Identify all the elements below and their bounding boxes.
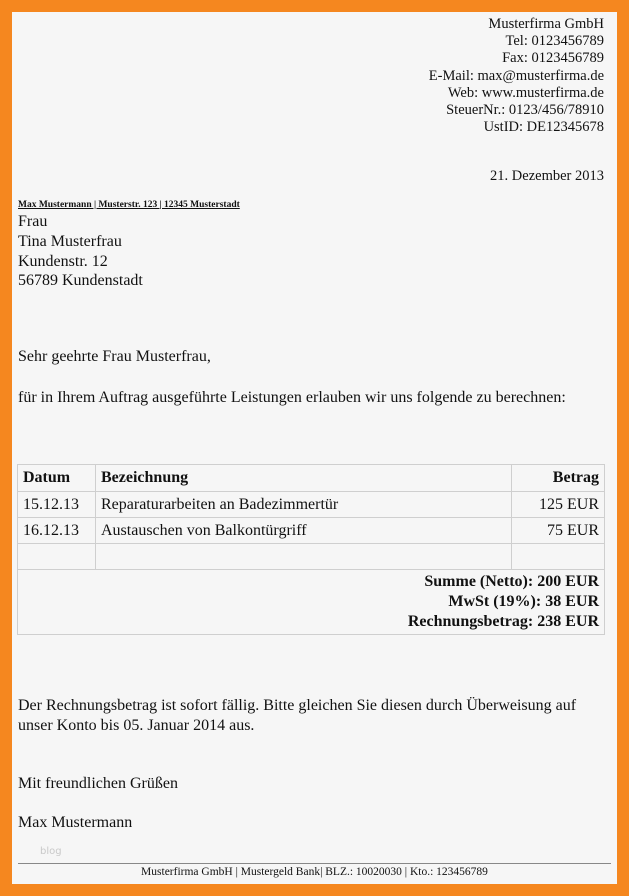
- row-amount: [512, 544, 605, 570]
- letter-page: [12, 12, 617, 884]
- return-address: Max Mustermann | Musterstr. 123 | 12345 Musterstadt: [18, 200, 240, 210]
- header-amount: Betrag: [512, 465, 605, 492]
- sender-block: [429, 16, 604, 136]
- invoice-table: [17, 464, 605, 635]
- greeting: Mit freundlichen Grüßen: [18, 775, 178, 792]
- watermark: blog: [40, 846, 62, 857]
- recipient-city: 56789 Kundenstadt: [18, 272, 143, 290]
- recipient-street: Kundenstr. 12: [18, 252, 108, 270]
- intro-text: für in Ihrem Auftrag ausgeführte Leistungen erlauben wir uns folgende zu berechnen:: [18, 389, 566, 406]
- table-row: [18, 492, 605, 518]
- header-description: Bezeichnung: [96, 465, 512, 492]
- row-date: 16.12.13: [18, 518, 96, 544]
- sender-web: Web: www.musterfirma.de: [447, 84, 604, 101]
- invoice-total: Rechnungsbetrag: 238 EUR: [407, 613, 599, 630]
- net-total: Summe (Netto): 200 EUR: [424, 573, 599, 590]
- row-date: [18, 544, 96, 570]
- sender-fax: Fax: 0123456789: [502, 50, 604, 67]
- sender-tax-number: SteuerNr.: 0123/456/78910: [446, 102, 604, 119]
- letter-date: 21. Dezember 2013: [490, 168, 604, 184]
- table-header-row: [18, 465, 605, 492]
- totals-cell: [18, 570, 605, 635]
- row-date: 15.12.13: [18, 492, 96, 518]
- sender-vat-id: UstID: DE12345678: [483, 119, 604, 136]
- row-amount: 75 EUR: [512, 518, 605, 544]
- row-amount: 125 EUR: [512, 492, 605, 518]
- row-description: Reparaturarbeiten an Badezimmertür: [96, 492, 512, 518]
- footer-divider: [18, 863, 611, 864]
- signature-name: Max Mustermann: [18, 814, 133, 831]
- recipient-block: [18, 212, 143, 291]
- salutation: Sehr geehrte Frau Musterfrau,: [18, 348, 211, 365]
- header-date: Datum: [18, 465, 96, 492]
- closing-text: Der Rechnungsbetrag ist sofort fällig. Bitte gleichen Sie diesen durch Überweisung auf unser Konto bis 05. Januar 2014 aus.: [18, 697, 577, 734]
- vat-total: MwSt (19%): 38 EUR: [448, 593, 599, 610]
- row-description: Austauschen von Balkontürgriff: [96, 518, 512, 544]
- table-row: [18, 518, 605, 544]
- sender-phone: Tel: 0123456789: [505, 33, 604, 50]
- sender-company: Musterfirma GmbH: [488, 16, 604, 32]
- footer-bank-details: Musterfirma GmbH | Mustergeld Bank| BLZ.: 10020030 | Kto.: 123456789: [141, 866, 488, 878]
- sender-email: E-Mail: max@musterfirma.de: [428, 67, 604, 84]
- totals-row: [18, 570, 605, 635]
- table-row-empty: [18, 544, 605, 570]
- recipient-title: Frau: [18, 213, 48, 230]
- recipient-name: Tina Musterfrau: [18, 232, 122, 250]
- row-description: [96, 544, 512, 570]
